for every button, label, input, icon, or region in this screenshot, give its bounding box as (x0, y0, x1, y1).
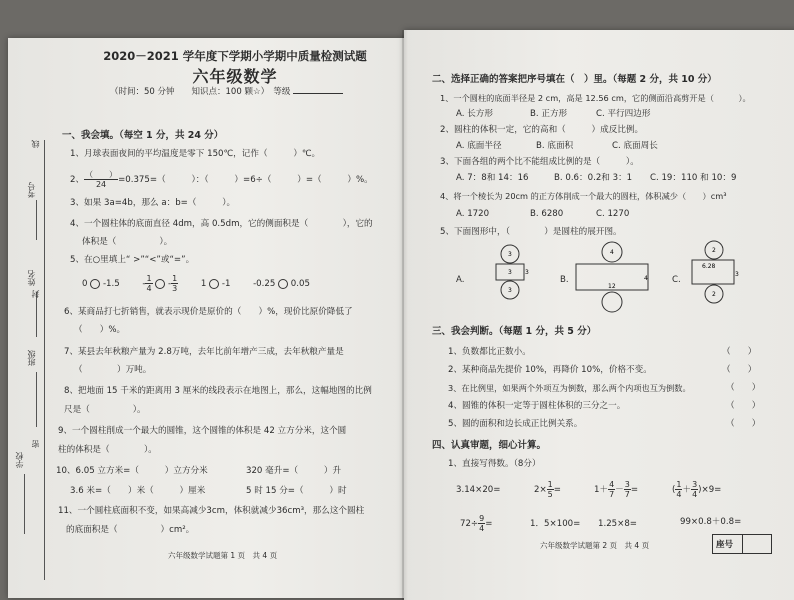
choice-5-option-a: A. (456, 275, 465, 285)
page-1-footer: 六年级数学试题第 1 页 共 4 页 (168, 551, 278, 560)
net-figure-c (686, 240, 742, 320)
binding-label-feng: 封 (31, 290, 40, 298)
binding-label-xian: 线 (31, 140, 40, 148)
choice-1: 1、一个圆柱的底面半径是 2 cm，高是 12.56 cm，它的侧面沿高剪开是（ ）。 (440, 93, 751, 103)
question-6-line-1: 6、某商品打七折销售，就表示现价是原价的（ ）%，现价比原价降低了 (64, 307, 353, 317)
question-11-line-1: 11、一个圆柱底面积不变，如果高减少3cm，体积就减少36cm³，那么这个圆柱 (58, 506, 365, 516)
compare-circle[interactable] (278, 279, 288, 289)
section-4-part-1: 1、直接写得数。（8分） (448, 459, 541, 469)
choice-3: 3、下面各组的两个比不能组成比例的是（ ）。 (440, 157, 639, 167)
question-3: 3、如果 3a=4b，那么 a：b=（ ）。 (70, 198, 236, 208)
choice-1-option-c: C. 平行四边形 (596, 109, 651, 119)
question-9-line-1: 9、一个圆柱削成一个最大的圆锥，这个圆锥的体积是 42 立方分米，这个圆 (58, 426, 347, 436)
choice-2: 2、圆柱的体积一定，它的高和（ ）成反比例。 (440, 125, 644, 135)
calc-6: 1．5×100= (530, 519, 581, 529)
calc-2: 2× $\frac{1}{5}$ = (534, 480, 561, 499)
calc-1: 3.14×20= (456, 485, 501, 495)
svg-text:4: 4 (610, 249, 614, 256)
svg-text:3: 3 (735, 271, 739, 278)
choice-2-option-a: A. 底面半径 (456, 141, 502, 151)
svg-text:4: 4 (644, 275, 648, 282)
page-2-footer: 六年级数学试题第 2 页 共 4 页 (540, 541, 650, 550)
question-4-line-1: 4、一个圆柱体的底面直径 4dm，高 0.5dm，它的侧面积是（ ），它的 (70, 219, 373, 229)
binding-label-banji: 班级 (27, 350, 36, 366)
question-9-line-2: 柱的体积是（ ）。 (58, 445, 157, 455)
net-figure-a (490, 244, 530, 320)
question-5: 5、在○里填上“ >”“<”或“=”。 (70, 255, 195, 265)
seat-number-box[interactable]: 座号 (712, 534, 772, 554)
compare-circle[interactable] (209, 279, 219, 289)
binding-blank-xingming (36, 292, 45, 337)
choice-3-option-a: A. 7：8和 14：16 (456, 173, 529, 183)
choice-5: 5、下面图形中，（ ）是圆柱的展开图。 (440, 227, 622, 237)
section-4-heading: 四、认真审题，细心计算。 (432, 440, 547, 451)
question-5-comparisons: 0 -1.5 - $\frac{1}{4}$ - $\frac{1}{3}$ 1 -1 -0.25 0.05 (82, 274, 310, 293)
question-8-line-2: 尺是（ ）。 (64, 405, 146, 415)
choice-2-option-b: B. 底面积 (536, 141, 574, 151)
judge-5-answer[interactable]: （ ） (726, 419, 761, 429)
exam-subtitle: （时间：50 分钟 知识点：100 颗☆） 等级 (110, 85, 343, 97)
section-1-heading: 一、我会填。（每空 1 分，共 24 分） (62, 130, 224, 141)
choice-4-option-c: C. 1270 (596, 209, 630, 219)
judge-4: 4、圆锥的体积一定等于圆柱体积的三分之一。 (448, 401, 626, 411)
binding-label-mi: 密 (31, 440, 40, 448)
compare-circle[interactable] (155, 279, 165, 289)
svg-text:3: 3 (508, 287, 512, 294)
calc-7: 1.25×8= (598, 519, 638, 529)
question-7-line-1: 7、某县去年秋粮产量为 2.8万吨，去年比前年增产三成，去年秋粮产量是 (64, 347, 344, 357)
svg-text:3: 3 (508, 269, 512, 276)
choice-3-option-c: C. 19：110 和 10：9 (650, 173, 737, 183)
judge-1: 1、负数都比正数小。 (448, 347, 531, 357)
binding-label-xingming: 姓名 (27, 270, 36, 286)
binding-blank-xuexiao (24, 474, 33, 534)
choice-1-option-a: A. 长方形 (456, 109, 493, 119)
binding-label-kaohao: 考号 (27, 182, 36, 198)
judge-2-answer[interactable]: （ ） (722, 365, 757, 375)
question-11-line-2: 的底面积是（ ）cm²。 (66, 525, 195, 535)
judge-4-answer[interactable]: （ ） (726, 401, 761, 411)
question-10-b: 320 毫升=（ ）升 (246, 466, 342, 476)
choice-1-option-b: B. 正方形 (530, 109, 568, 119)
svg-text:3: 3 (508, 251, 512, 258)
page-fold (402, 30, 408, 600)
svg-text:6.28: 6.28 (702, 263, 716, 270)
calc-3: 1＋ $\frac{4}{7}$ － $\frac{3}{7}$ = (594, 480, 639, 499)
net-figure-b (572, 240, 652, 320)
question-1: 1、月球表面夜间的平均温度是零下 150℃，记作（ ）℃。 (70, 149, 321, 159)
choice-4-option-b: B. 6280 (530, 209, 564, 219)
binding-label-xuexiao: 学校 (15, 452, 24, 468)
judge-5: 5、圆的面积和边长成正比例关系。 (448, 419, 583, 429)
choice-4: 4、将一个棱长为 20cm 的正方体削成一个最大的圆柱，体积减少（ ）cm³ (440, 191, 727, 201)
judge-2: 2、某种商品先提价 10%，再降价 10%，价格不变。 (448, 365, 652, 375)
section-2-heading: 二、选择正确的答案把序号填在（ ）里。（每题 2 分，共 10 分） (432, 74, 717, 85)
question-7-line-2: （ ）万吨。 (74, 365, 152, 375)
exam-title: 2020－2021 学年度下学期小学期中质量检测试题 (103, 49, 367, 63)
binding-blank-kaohao (36, 200, 45, 240)
exam-subject: 六年级数学 (192, 67, 278, 86)
question-10-a: 10、6.05 立方米=（ ）立方分米 (56, 466, 208, 476)
choice-4-option-a: A. 1720 (456, 209, 490, 219)
svg-text:2: 2 (712, 247, 716, 254)
calc-4: ( $\frac{1}{4}$ ＋ $\frac{3}{4}$ )×9= (672, 480, 722, 499)
section-3-heading: 三、我会判断。（每题 1 分，共 5 分） (432, 326, 597, 337)
compare-circle[interactable] (90, 279, 100, 289)
question-6-line-2: （ ）%。 (74, 325, 126, 335)
svg-text:12: 12 (608, 283, 616, 290)
calc-8: 99×0.8＋0.8= (680, 517, 742, 527)
choice-5-option-b: B. (560, 275, 569, 285)
question-2-fraction: $\frac{( )}{24}$ (85, 170, 118, 189)
question-8-line-1: 8、把地面 15 千米的距离用 3 厘米的线段表示在地图上，那么，这幅地图的比例 (64, 386, 372, 396)
binding-blank-banji (36, 372, 45, 427)
judge-3: 3、在比例里，如果两个外项互为倒数，那么两个内项也互为倒数。 (448, 383, 691, 393)
choice-2-option-c: C. 底面周长 (612, 141, 658, 151)
question-10-c: 3.6 米=（ ）米（ ）厘米 (70, 486, 206, 496)
judge-3-answer[interactable]: （ ） (726, 383, 761, 393)
question-4-line-2: 体积是（ ）。 (82, 237, 173, 247)
calc-5: 72÷ $\frac{9}{4}$ = (460, 514, 493, 533)
choice-3-option-b: B. 0.6：0.2和 3：1 (554, 173, 633, 183)
svg-text:2: 2 (712, 291, 716, 298)
choice-5-option-c: C. (672, 275, 681, 285)
question-2: 2、 $\frac{( )}{24}$ =0.375=（ ）：（ ）=6÷（ ）=（ ）%。 (70, 170, 373, 189)
question-10-d: 5 时 15 分=（ ）时 (246, 486, 347, 496)
svg-text:3: 3 (525, 269, 529, 276)
judge-1-answer[interactable]: （ ） (722, 347, 757, 357)
